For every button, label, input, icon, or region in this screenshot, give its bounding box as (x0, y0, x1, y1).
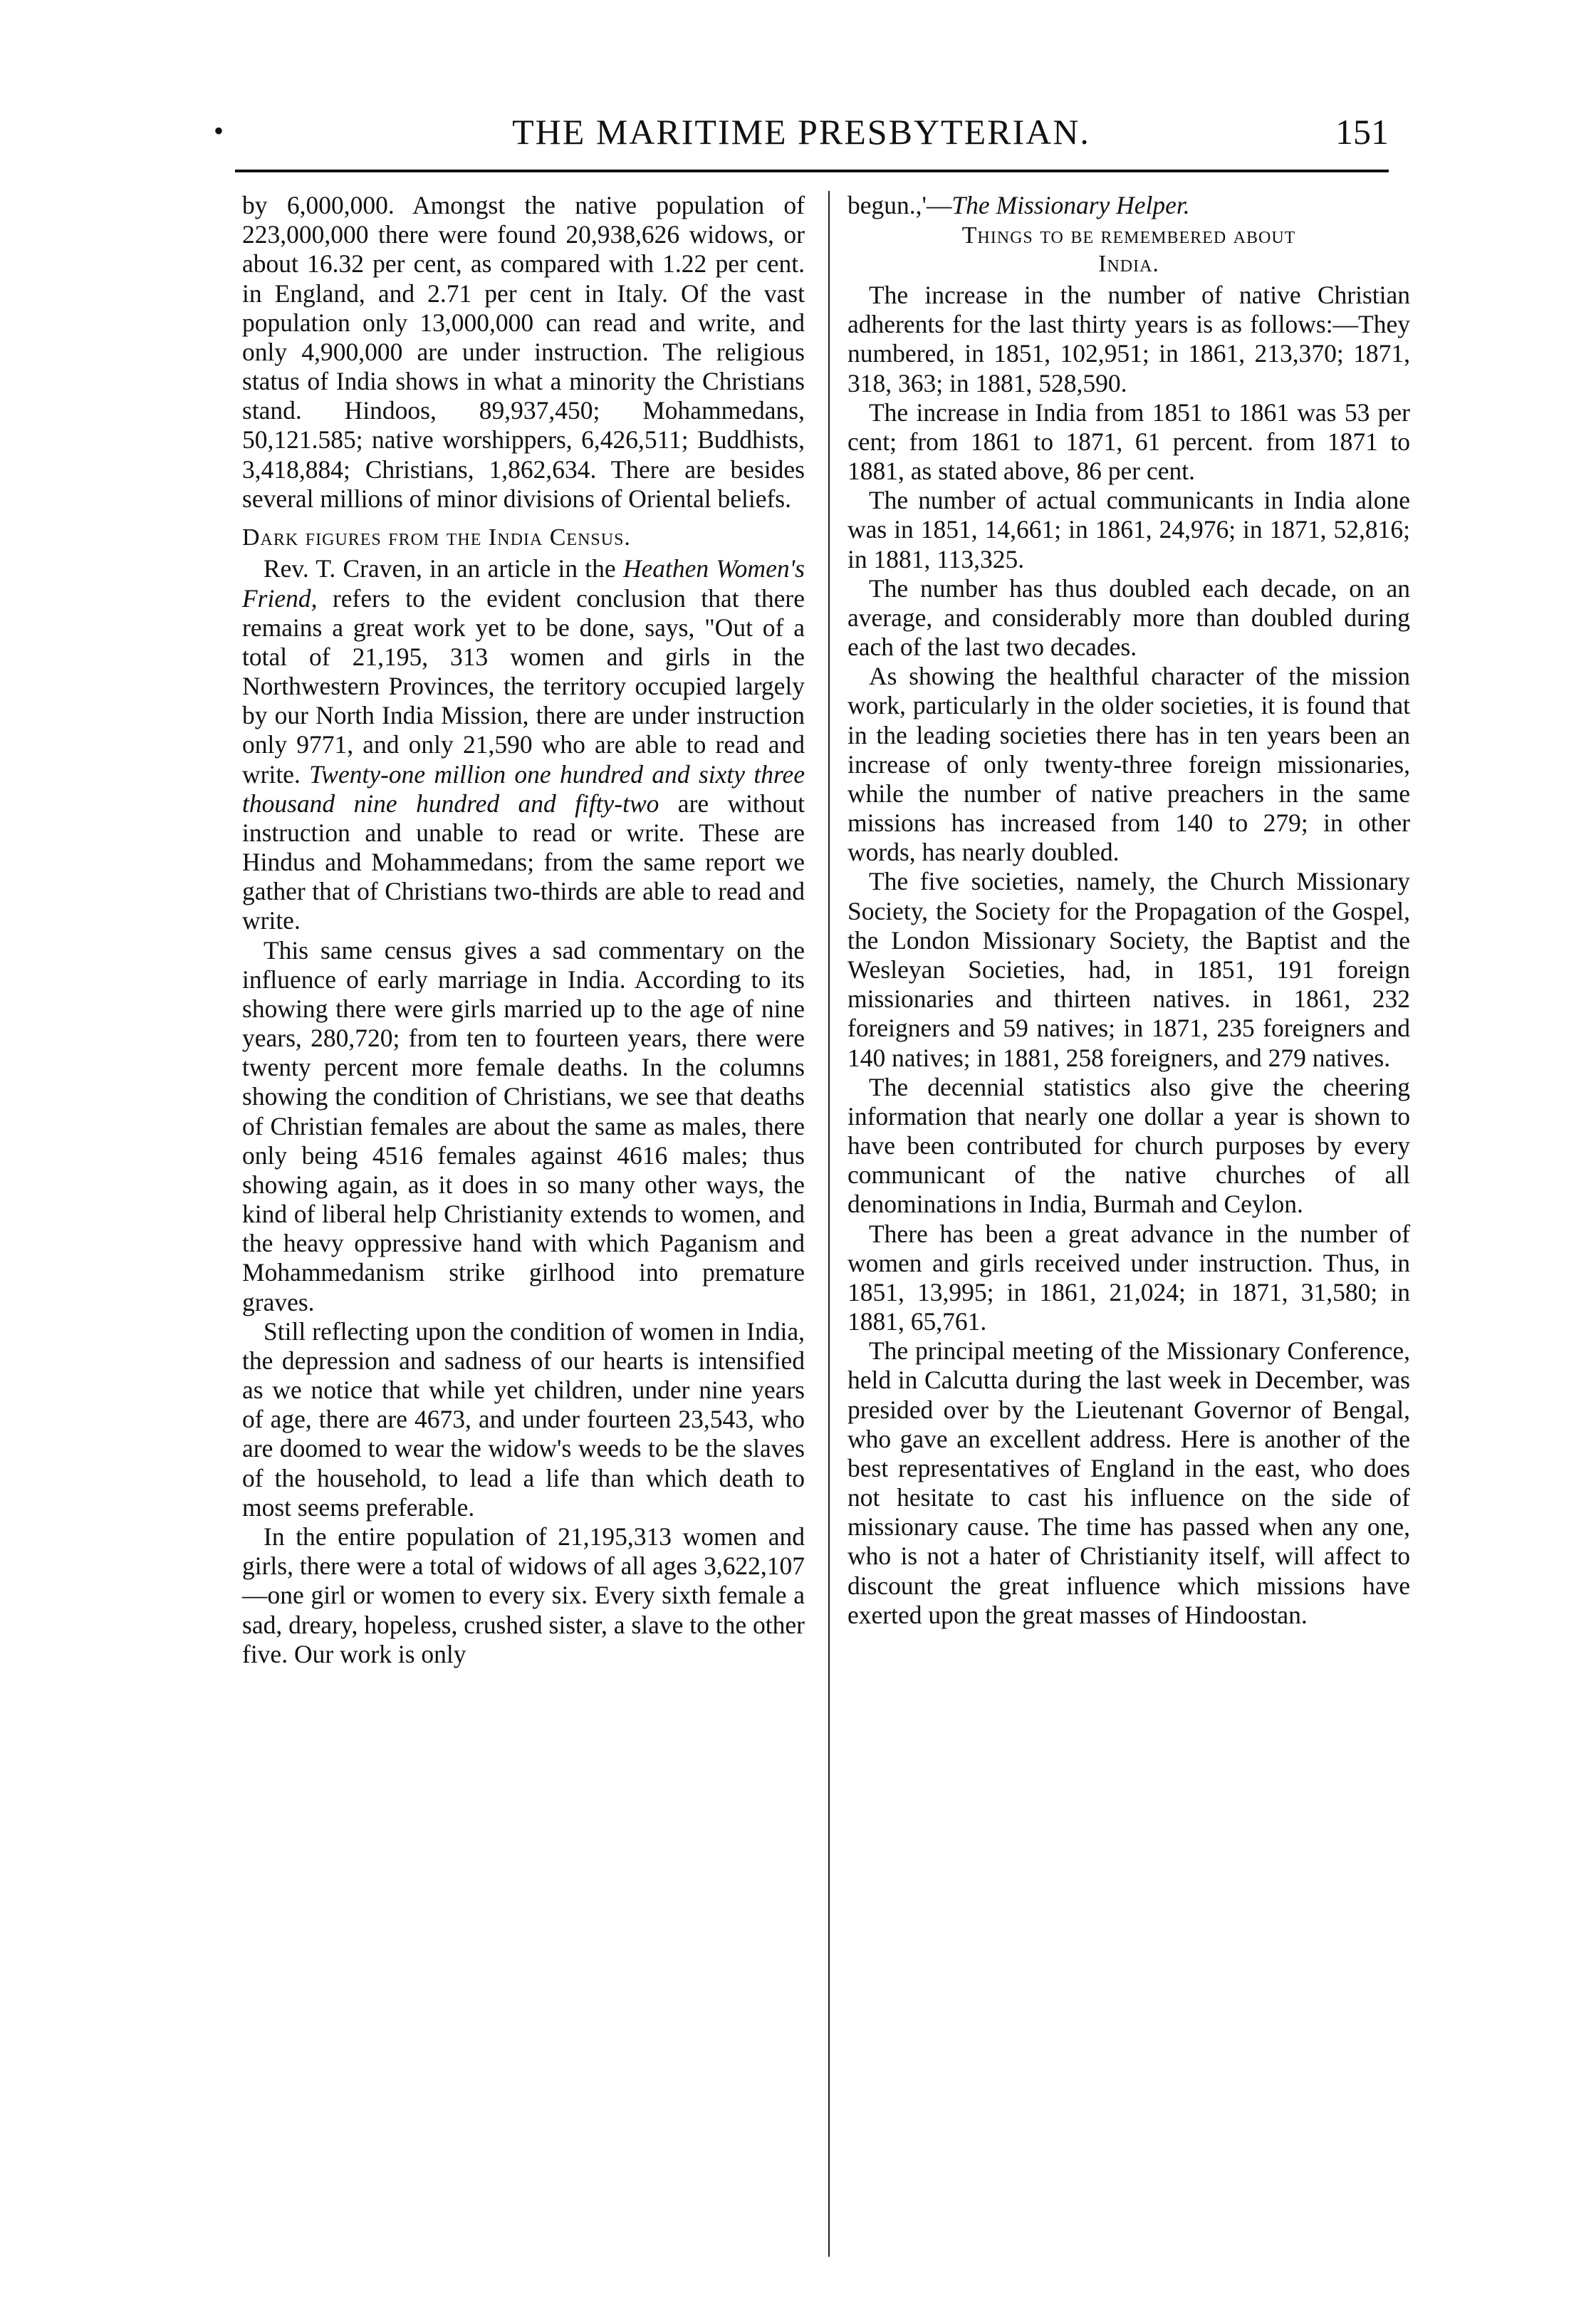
header-bullet: • (214, 115, 224, 147)
paragraph-child-widows: Still reflecting upon the condition of women in India, the depression and sadness of our hearts is intensified as we notice that while yet children, under nine years of age, there are 4673, and under fourteen 23,543, who are doomed to wear the widow's weeds to be the slaves of the household, to lead a life than which death to most seems preferable. (242, 1316, 805, 1522)
paragraph-doubled: The number has thus doubled each decade, on an average, and considerably more than doubled during each of the last two decades. (847, 573, 1410, 662)
text-run: are without instruction and unable to read or write. These are Hindus and Mohammedans; from the same report we gather that of Christians two-thirds are able to read and write. (242, 789, 805, 935)
paragraph-communicants: The number of actual communicants in India alone was in 1851, 14,661; in 1861, 24,976; in 1871, 52,816; in 1881, 113,325. (847, 486, 1410, 573)
text-run: begun.,'— (847, 191, 952, 219)
section-heading-things-to-remember (847, 222, 1410, 278)
paragraph-five-societies: The five societies, namely, the Church Missionary Society, the Society for the Propagation of the Gospel, the London Missionary Society, the Baptist and the Wesleyan Societies, had, in 1851, 191 foreign missionaries and thirteen natives. in 1861, 232 foreigners and 59 natives; in 1871, 235 foreigners and 140 natives; in 1881, 258 foreigners, and 279 natives. (847, 867, 1410, 1072)
paragraph-craven-article (242, 554, 805, 935)
paragraph-missionary-conference: The principal meeting of the Missionary Conference, held in Calcutta during the last week in December, was presided over by the Lieutenant Governor of Bengal, who gave an excellent address. Here is another of the best representatives of England in the east, who does not hesitate to cast his influence on the side of missionary cause. The time has passed when any one, who is not a hater of Christianity itself, will affect to discount the great influence which missions have exerted upon the great masses of Hindoostan. (847, 1336, 1410, 1629)
paragraph-early-marriage: This same census gives a sad commentary on the influence of early marriage in India. According to its showing there were girls married up to the age of nine years, 280,720; from ten to fourteen years, there were twenty percent more female deaths. In the columns showing the condition of Christians, we see that deaths of Christian females are about the same as males, there only being 4516 females against 4616 males; thus showing again, as it does in so many other ways, the kind of liberal help Christianity extends to women, and the heavy oppressive hand with which Paganism and Mohammedanism strike girlhood into premature graves. (242, 935, 805, 1316)
paragraph-increase: The increase in India from 1851 to 1861 was 53 per cent; from 1861 to 1871, 61 percent. from 1871 to 1881, as stated above, 86 per cent. (847, 397, 1410, 486)
heading-line: India. (1098, 250, 1159, 277)
text-run: refers to the evident conclusion that there remains a great work yet to be done, says, "Out of a total of 21,195, 313 women and girls in the Northwestern Provinces, the territory occupied largely by our North India Mission, there are under instruction only 9771, and only 21,590 who are able to read and write. (242, 583, 805, 789)
paragraph-adherents: The increase in the number of native Christian adherents for the last thirty years is as follows:—They numbered, in 1851, 102,951; in 1861, 213,370; 1871, 318, 363; in 1881, 528,590. (847, 281, 1410, 397)
paragraph-population-continued: by 6,000,000. Amongst the native population of 223,000,000 there were found 20,938,626 widows, or about 16.32 per cent, as compared with 1.22 per cent. in England, and 2.71 per cent in Italy. Of the vast population only 13,000,000 can read and write, and only 4,900,000 are under instruction. The religious status of India shows in what a minority the Christians stand. Hindoos, 89,937,450; Mohammedans, 50,121.585; native worshippers, 6,426,511; Buddhists, 3,418,884; Christians, 1,862,634. There are besides several millions of minor divisions of Oriental beliefs. (242, 191, 805, 513)
column-divider (828, 191, 830, 2257)
page-number: 151 (1335, 112, 1389, 152)
publication-title: Heathen Women's Friend, (242, 554, 805, 613)
paragraph-healthful-character: As showing the healthful character of the mission work, particularly in the older societies, it is found that in the leading societies there has in ten years been an increase of only twenty-three foreign missionaries, while the number of native preachers in the same missions has increased from 140 to 279; in other words, has nearly doubled. (847, 662, 1410, 867)
paragraph-decennial-statistics: The decennial statistics also give the cheering information that nearly one dollar a year is shown to have been contributed for church purposes by every communicant of the native churches of all denominations in India, Burmah and Ceylon. (847, 1072, 1410, 1219)
paragraph-continuation (847, 191, 1410, 220)
paragraph-women-instruction: There has been a great advance in the number of women and girls received under instruction. Thus, in 1851, 13,995; in 1861, 21,024; in 1871, 31,580; in 1881, 65,761. (847, 1219, 1410, 1336)
heading-line: Things to be remembered about (961, 222, 1296, 249)
header-rule (235, 170, 1389, 172)
running-header (214, 107, 1389, 164)
text-run: Rev. T. Craven, in an article in the (264, 554, 623, 583)
journal-title: THE MARITIME PRESBYTERIAN. (512, 112, 1090, 152)
emphasized-figure: Twenty-one million one hundred and sixty three thousand nine hundred and fifty-two (242, 759, 805, 818)
left-column (242, 191, 805, 2271)
source-citation: The Missionary Helper. (951, 191, 1190, 219)
right-column (847, 191, 1410, 2271)
paragraph-widow-totals: In the entire population of 21,195,313 women and girls, there were a total of widows of all ages 3,622,107—one girl or women to every six. Every sixth female a sad, dreary, hopeless, crushed sister, a slave to the other five. Our work is only (242, 1522, 805, 1668)
section-heading-dark-figures: Dark figures from the India Census. (242, 524, 631, 551)
